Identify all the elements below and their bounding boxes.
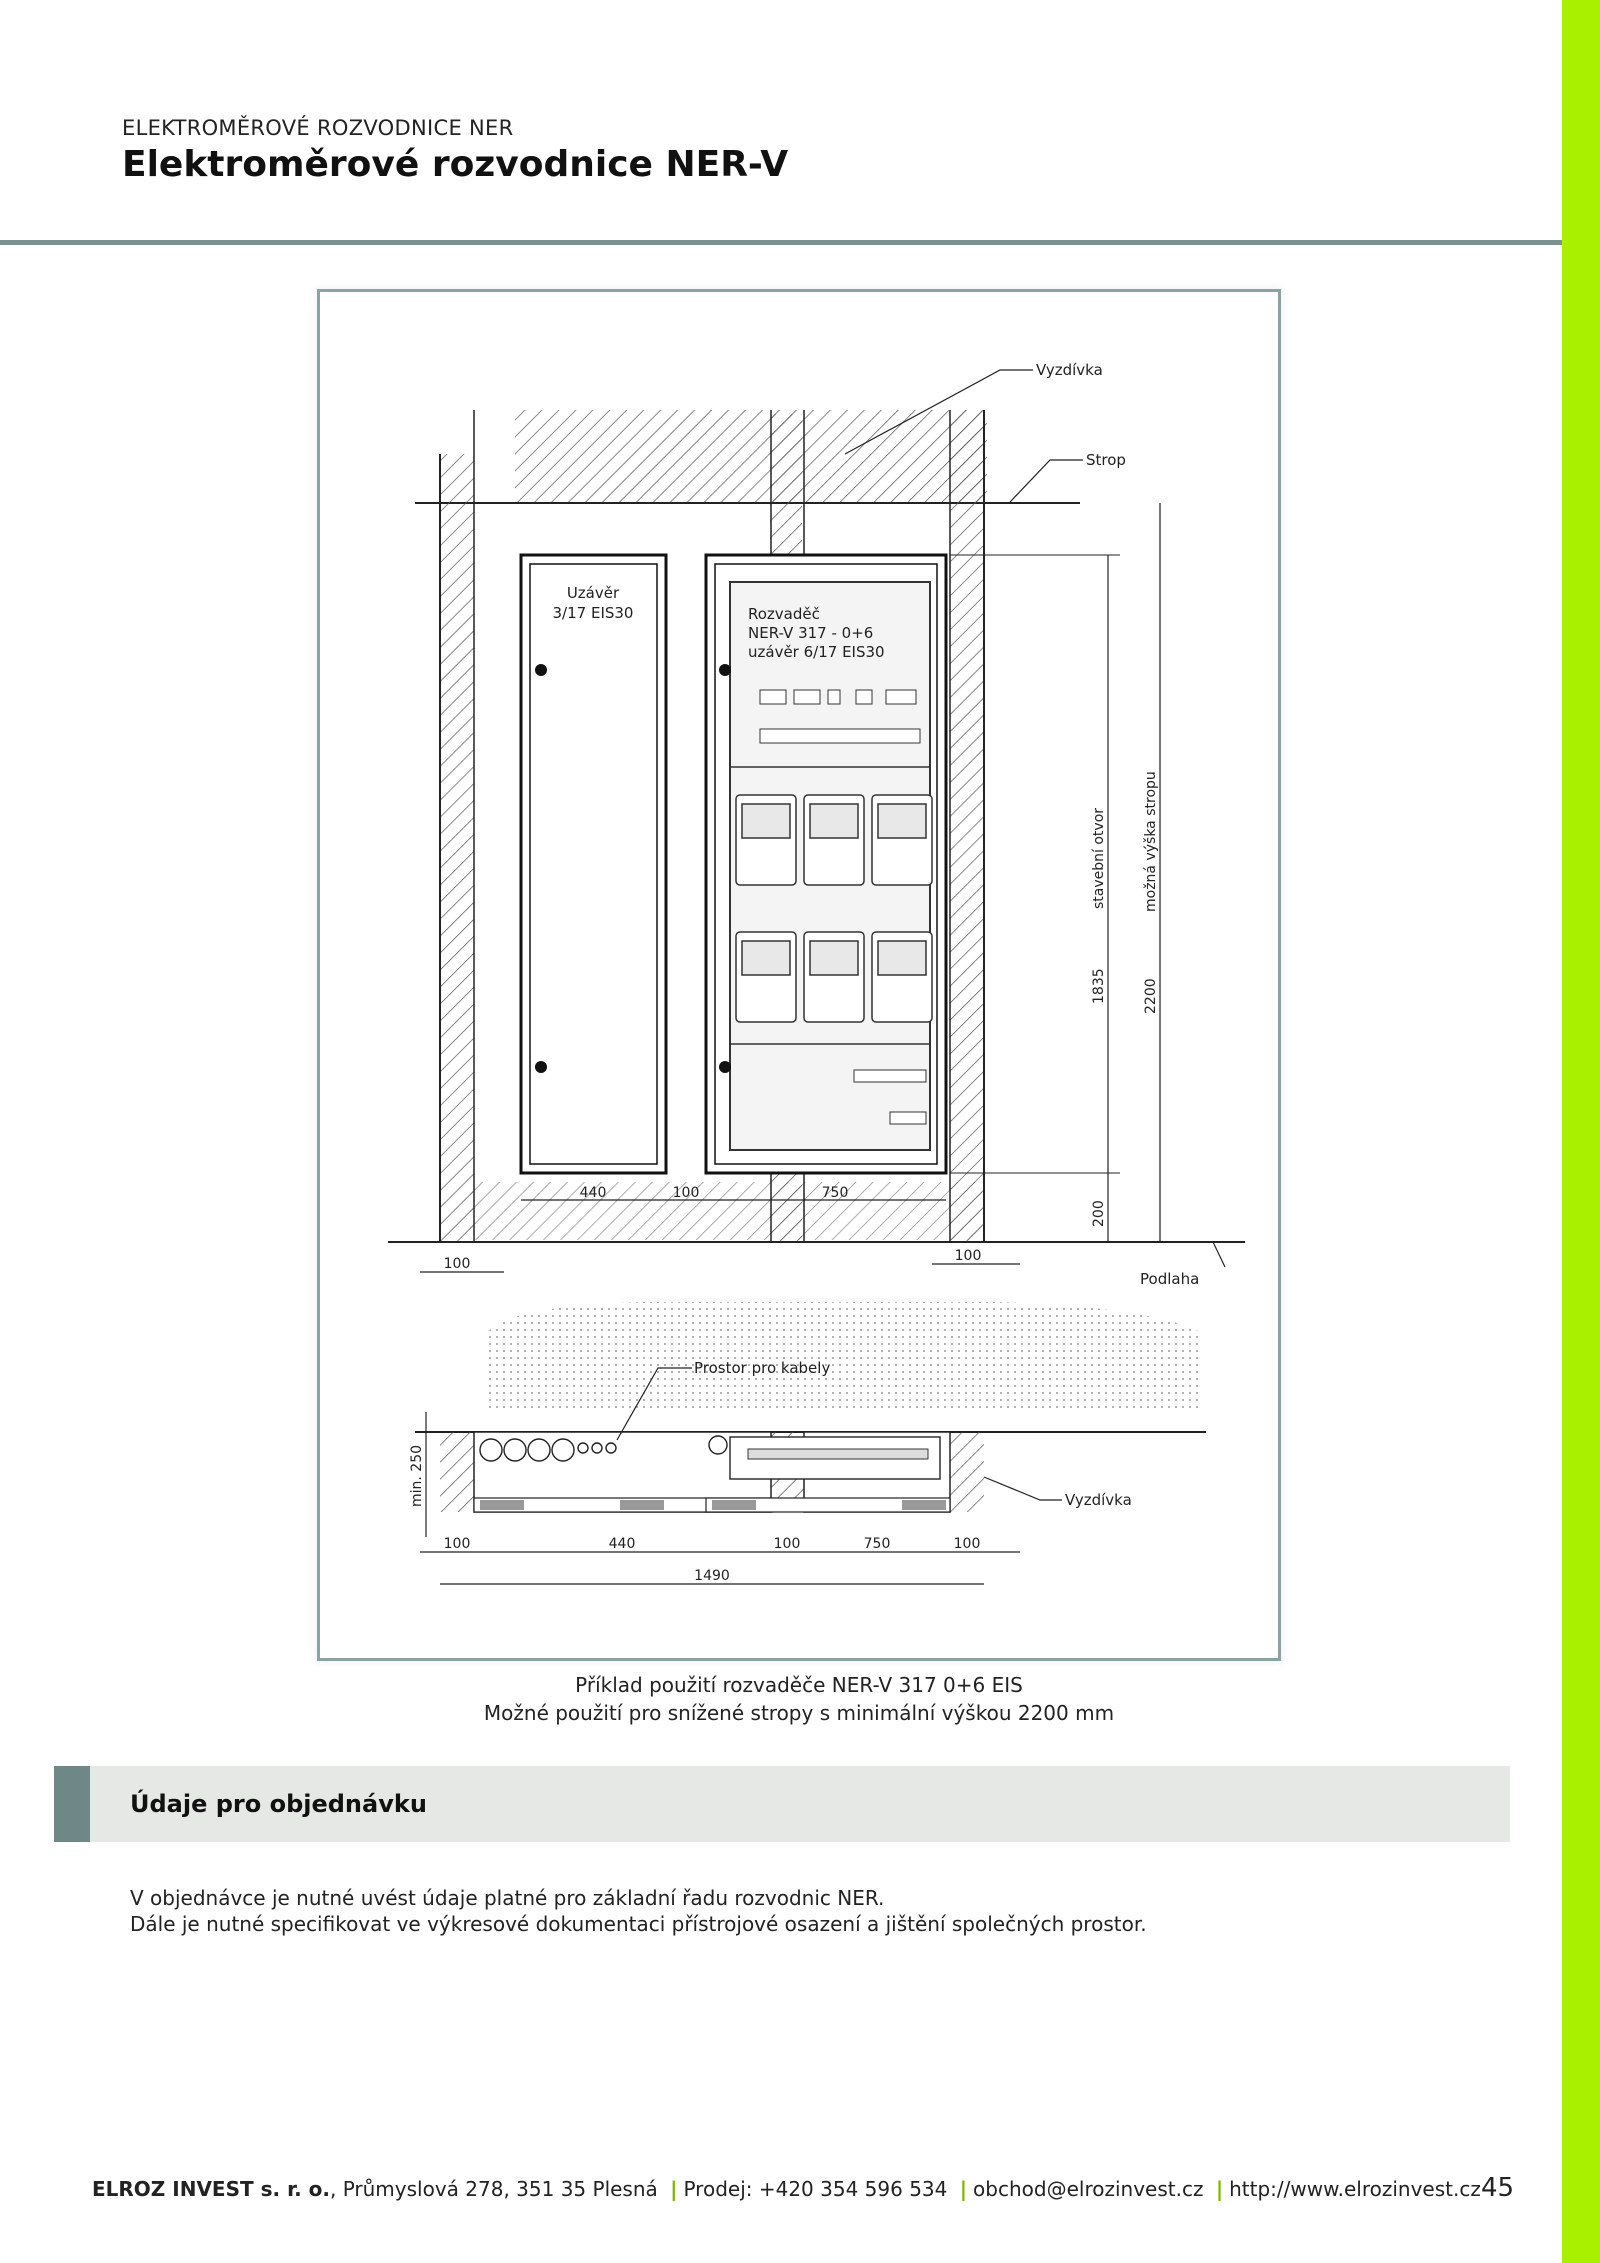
dim-100-mid: 100: [672, 1185, 700, 1201]
footer-email[interactable]: obchod@elrozinvest.cz: [973, 2177, 1204, 2201]
plan-view: [409, 1302, 1206, 1584]
dim-440: 440: [579, 1185, 607, 1201]
plan-dim-100-a: 100: [443, 1536, 471, 1552]
cabinet-label-3: uzávěr 6/17 EIS30: [748, 643, 885, 661]
plan-dim-100-b: 100: [773, 1536, 801, 1552]
side-accent-bar: [1562, 0, 1600, 2263]
footer-separator: |: [1215, 2177, 1224, 2201]
masonry-label-top: Vyzdívka: [1036, 361, 1103, 379]
dim-200: 200: [1091, 1200, 1107, 1227]
technical-drawing-frame: [317, 289, 1281, 1661]
body-line-1: V objednávce je nutné uvést údaje platné pro základní řadu rozvodnic NER.: [130, 1886, 885, 1910]
footer-separator: |: [959, 2177, 968, 2201]
soil-dots: [485, 1302, 1200, 1412]
elevation-view: [388, 361, 1245, 1288]
footer-separator: |: [670, 2177, 678, 2201]
ceiling-hatch: [515, 410, 987, 502]
max-ceiling-label: možná výška stropu: [1143, 771, 1159, 912]
dim-2200: 2200: [1143, 978, 1159, 1014]
dim-100-right: 100: [954, 1248, 982, 1264]
cable-space-label: Prostor pro kabely: [694, 1359, 831, 1377]
plan-dim-1490: 1490: [694, 1568, 730, 1584]
wall-far-right-hatch: [950, 410, 984, 1242]
meters-row-1: [736, 795, 932, 885]
footer-phone: Prodej: +420 354 596 534: [683, 2177, 948, 2201]
footer-web[interactable]: http://www.elrozinvest.cz: [1229, 2177, 1481, 2201]
figure-caption-line1: Příklad použití rozvaděče NER-V 317 0+6 EIS: [575, 1673, 1023, 1697]
technical-drawing: [320, 292, 1278, 1658]
cabinet-label-1: Rozvaděč: [748, 605, 820, 623]
terminal-strip: [760, 729, 920, 743]
masonry-label-bottom: Vyzdívka: [1065, 1491, 1132, 1509]
dim-min-250: min. 250: [409, 1444, 425, 1507]
body-line-2: Dále je nutné specifikovat ve výkresové dokumentaci přístrojové osazení a jištění společných prostor.: [130, 1912, 1147, 1936]
dim-1835: 1835: [1091, 968, 1107, 1004]
plan-dim-100-c: 100: [953, 1536, 981, 1552]
plinth-hatch: [470, 1182, 982, 1240]
breaker-row: [760, 690, 916, 704]
wall-left-hatch: [440, 454, 474, 1242]
page-number: 45: [1481, 2173, 1515, 2203]
page-title: Elektroměrové rozvodnice NER-V: [122, 144, 789, 185]
floor-label: Podlaha: [1140, 1270, 1200, 1288]
closure-label-1: Uzávěr: [566, 584, 620, 602]
dim-750: 750: [821, 1185, 849, 1201]
figure-caption-line2: Možné použití pro snížené stropy s minimální výškou 2200 mm: [483, 1701, 1115, 1725]
header-divider: [0, 240, 1562, 245]
dim-100-left: 100: [443, 1256, 471, 1272]
meters-row-2: [736, 932, 932, 1022]
section-title: Údaje pro objednávku: [130, 1790, 427, 1818]
section-marker: [54, 1766, 90, 1842]
footer: [92, 2177, 1481, 2201]
footer-address: , Průmyslová 278, 351 35 Plesná: [329, 2177, 658, 2201]
plan-dim-440: 440: [608, 1536, 636, 1552]
ceiling-label: Strop: [1086, 451, 1126, 469]
footer-company: ELROZ INVEST s. r. o.: [92, 2177, 330, 2201]
closure-label-2: 3/17 EIS30: [552, 604, 634, 622]
plan-dim-750: 750: [863, 1536, 891, 1552]
opening-label: stavební otvor: [1091, 807, 1107, 909]
cabinet-label-2: NER-V 317 - 0+6: [748, 624, 874, 642]
header-kicker: ELEKTROMĚROVÉ ROZVODNICE NER: [122, 116, 514, 140]
